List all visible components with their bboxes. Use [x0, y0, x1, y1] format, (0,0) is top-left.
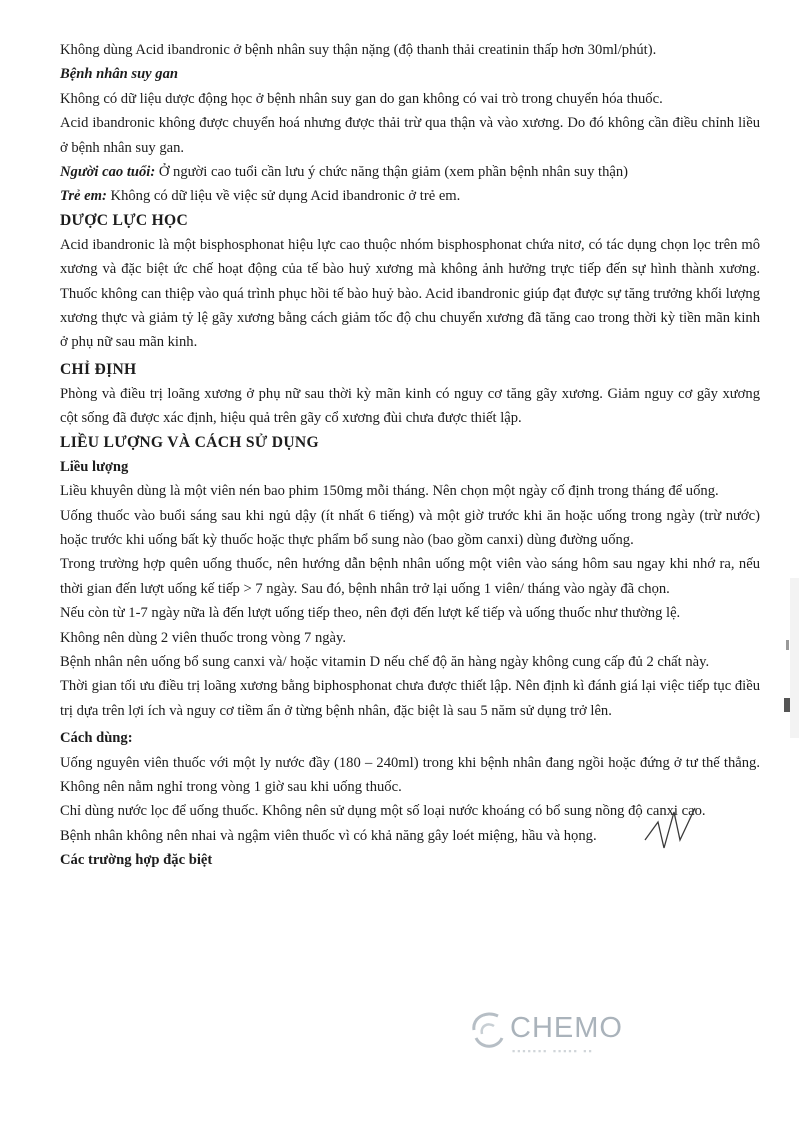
renal-note: Không dùng Acid ibandronic ở bệnh nhân suy thận nặng (độ thanh thải creatinin thấp hơn 30ml/phút). — [60, 42, 657, 58]
logo-subtext: ▪▪▪▪▪▪▪ ▪▪▪▪▪ ▪▪ — [512, 1046, 594, 1056]
children-label: Trẻ em: — [60, 188, 107, 205]
hepatic-paragraph-1: Không có dữ liệu dược động học ở bệnh nhân suy gan do gan không có vai trò trong chuyển hóa thuốc. — [60, 90, 663, 107]
dose-paragraph-1: Liều khuyên dùng là một viên nén bao phim 150mg mỗi tháng. Nên chọn một ngày cố định trong tháng để uống. — [60, 483, 719, 500]
usage-subtitle: Cách dùng: — [60, 730, 133, 747]
dose-paragraph-2: Uống thuốc vào buổi sáng sau khi ngủ dậy (ít nhất 6 tiếng) và một giờ trước khi ăn hoặc uống trong ngày (trừ nước) hoặc trước khi uống bất kỳ thuốc hoặc thực phẩm bổ sung nào (bao gồm canxi) dùng đường uống. — [60, 507, 760, 548]
pharmacodynamics-paragraph: Acid ibandronic là một bisphosphonat hiệu lực cao thuộc nhóm bisphosphonat chứa nitơ, có tác dụng chọn lọc trên mô xương và đặc biệt ức chế hoạt động của tế bào huỷ xương mà không ảnh hưởng trực tiếp đến sự hình thành xương. Thuốc không can thiệp vào quá trình phục hồi tế bào huỷ bào. Acid ibandronic giúp đạt được sự tăng trưởng khối lượng xương thực và giảm tỷ lệ gãy xương bằng cách giảm tốc độ chu chuyển xương đã tăng cao trong thời kỳ tiền mãn kinh ở phụ nữ sau mãn kinh. — [60, 236, 760, 351]
hepatic-paragraph-2: Acid ibandronic không được chuyển hoá nhưng được thải trừ qua thận và vào xương. Do đó không cần điều chỉnh liều ở bệnh nhân suy gan. — [60, 115, 760, 156]
dose-paragraph-4: Nếu còn từ 1-7 ngày nữa là đến lượt uống tiếp theo, nên đợi đến lượt kế tiếp và uống thuốc như thường lệ. — [60, 605, 681, 622]
handwritten-mark-icon — [640, 800, 700, 860]
dose-subtitle: Liều lượng — [60, 458, 129, 475]
logo-wordmark: CHEMO — [510, 1012, 623, 1044]
usage-paragraph-2: Chỉ dùng nước lọc để uống thuốc. Không nên sử dụng một số loại nước khoáng có bổ sung nồng độ canxi cao. — [60, 803, 706, 820]
dose-paragraph-5: Không nên dùng 2 viên thuốc trong vòng 7 ngày. — [60, 629, 347, 646]
indication-paragraph: Phòng và điều trị loãng xương ở phụ nữ sau thời kỳ mãn kinh có nguy cơ tăng gãy xương. Giảm nguy cơ gãy xương cột sống đã được xác định, hiệu quả trên gãy cổ xương đùi chưa được thiết lập. — [60, 385, 760, 427]
elderly-label: Người cao tuổi: — [60, 164, 156, 181]
dose-paragraph-6: Bệnh nhân nên uống bổ sung canxi và/ hoặc vitamin D nếu chế độ ăn hàng ngày không cung cấp đủ 2 chất này. — [60, 653, 710, 670]
pharmacodynamics-heading: DƯỢC LỰC HỌC — [60, 211, 189, 229]
children-paragraph — [60, 184, 760, 208]
indication-heading: CHỈ ĐỊNH — [60, 360, 137, 378]
dose-paragraph-7: Thời gian tối ưu điều trị loãng xương bằng biphosphonat chưa được thiết lập. Nên định kì đánh giá lại việc tiếp tục điều trị dựa trên lợi ích và nguy cơ tiềm ẩn ở từng bệnh nhân, đặc biệt là sau 5 năm sử dụng trở lên. — [60, 678, 760, 719]
document-page — [60, 38, 760, 873]
usage-paragraph-1: Uống nguyên viên thuốc với một ly nước đầy (180 – 240ml) trong khi bệnh nhân đang ngồi hoặc đứng ở tư thế thẳng. Không nên nằm nghỉ trong vòng 1 giờ sau khi uống thuốc. — [60, 754, 760, 795]
elderly-text: Ở người cao tuổi cần lưu ý chức năng thận giảm (xem phần bệnh nhân suy thận) — [155, 164, 629, 181]
dose-paragraph-3: Trong trường hợp quên uống thuốc, nên hướng dẫn bệnh nhân uống một viên vào sáng hôm sau ngay khi nhớ ra, nếu thời gian đến lượt uống kế tiếp > 7 ngày. Sau đó, bệnh nhân trở lại uống 1 viên/ tháng vào ngày đã chọn. — [60, 556, 760, 597]
hepatic-subtitle: Bệnh nhân suy gan — [60, 66, 179, 83]
children-text: Không có dữ liệu về việc sử dụng Acid ibandronic ở trẻ em. — [106, 188, 461, 205]
chemo-swirl-logo-icon — [468, 1008, 506, 1052]
elderly-paragraph — [60, 160, 760, 184]
usage-paragraph-3: Bệnh nhân không nên nhai và ngậm viên thuốc vì có khả năng gây loét miệng, hầu và họng. — [60, 827, 597, 844]
dosage-heading: LIỀU LƯỢNG VÀ CÁCH SỬ DỤNG — [60, 433, 319, 451]
chemo-logo — [468, 1008, 658, 1064]
special-cases-subtitle: Các trường hợp đặc biệt — [60, 852, 213, 869]
scan-edge-mark — [776, 578, 799, 738]
